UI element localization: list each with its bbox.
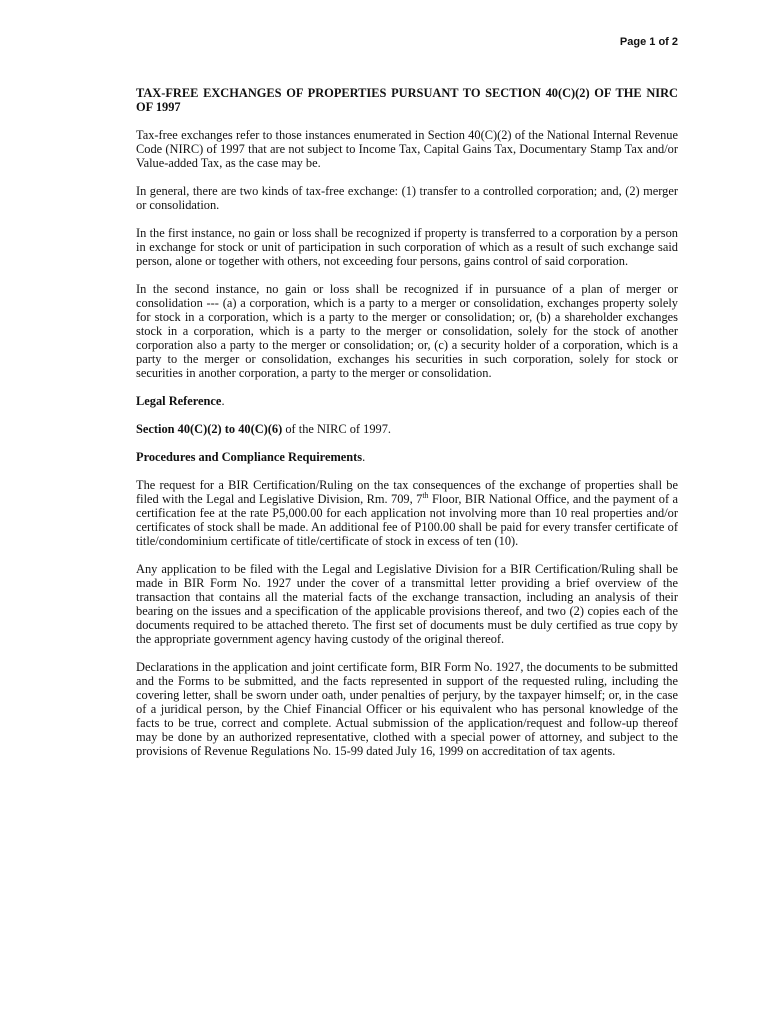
legal-reference-heading-punct: . [221, 394, 225, 408]
document-body [136, 86, 678, 772]
paragraph-second-instance: In the second instance, no gain or loss shall be recognized if in pursuance of a plan of merger or consolidation --- (a) a corporation, which is a party to a merger or consolidation, exchanges property solely for stock in a corporation, which is a party to the merger or consolidation; or, (b) a shareholder exchanges stock in a corporation, which is a party to the merger or consolidation, solely for the stock of another corporation also a party to the merger or consolidation; or, (c) a security holder of a corporation, which is a party to the merger or consolidation, exchanges his securities in such corporation, solely for stock or securities in another corporation, a party to the merger or consolidation. [136, 282, 678, 380]
legal-reference-section-bold: Section 40(C)(2) to 40(C)(6) [136, 422, 283, 436]
floor-ordinal-suffix: th [422, 490, 429, 500]
paragraph-application-form: Any application to be filed with the Legal and Legislative Division for a BIR Certification/Ruling shall be made in BIR Form No. 1927 under the cover of a transmittal letter providing a brief overview of the transaction that contains all the material facts of the exchange transaction, including an analysis of their bearing on the issues and a specification of the applicable provisions thereof, and two (2) copies each of the documents required to be attached thereto. The first set of documents must be duly certified as true copy by the appropriate government agency having custody of the original thereof. [136, 562, 678, 646]
legal-reference-heading-line [136, 394, 678, 408]
legal-reference-heading: Legal Reference [136, 394, 222, 408]
paragraph-request-filing [136, 478, 678, 548]
procedures-heading: Procedures and Compliance Requirements [136, 450, 363, 464]
legal-reference-section [136, 422, 678, 436]
legal-reference-section-rest: of the NIRC of 1997. [282, 422, 392, 436]
paragraph-declarations: Declarations in the application and joint certificate form, BIR Form No. 1927, the documents to be submitted and the Forms to be submitted, and the facts represented in support of the requested ruling, including the covering letter, shall be sworn under oath, under penalties of perjury, by the taxpayer himself; or, in the case of a juridical person, by the Chief Financial Officer or his equivalent who has personal knowledge of the facts to be true, correct and complete. Actual submission of the application/request and follow-up thereof may be done by an authorized representative, clothed with a special power of attorney, and subject to the provisions of Revenue Regulations No. 15-99 dated July 16, 1999 on accreditation of tax agents. [136, 660, 678, 758]
document-title: TAX-FREE EXCHANGES OF PROPERTIES PURSUANT TO SECTION 40(C)(2) OF THE NIRC OF 1997 [136, 86, 678, 114]
request-filing-part-b: Floor, BIR National Office, and the payment of a certification fee at the rate P5,000.00 for each application not involving more than 10 real properties and/or certificates of stock shall be made. An additional fee of P100.00 shall be paid for every transfer certificate of title/condominium certificate of title/certificate of stock in excess of ten (10). [136, 492, 679, 548]
request-filing-part-a: The request for a BIR Certification/Ruling on the tax consequences of the exchange of properties shall be filed with the Legal and Legislative Division, Rm. 709, 7 [136, 478, 678, 506]
page-number: Page 1 of 2 [619, 36, 678, 48]
procedures-heading-punct: . [362, 450, 366, 464]
paragraph-first-instance: In the first instance, no gain or loss shall be recognized if property is transferred to a corporation by a person in exchange for stock or unit of participation in such corporation of which as a result of such exchange said person, alone or together with others, not exceeding four persons, gains control of said corporation. [136, 226, 678, 268]
procedures-heading-line [136, 450, 678, 464]
paragraph-kinds: In general, there are two kinds of tax-free exchange: (1) transfer to a controlled corporation; and, (2) merger or consolidation. [136, 184, 678, 212]
paragraph-definition: Tax-free exchanges refer to those instances enumerated in Section 40(C)(2) of the National Internal Revenue Code (NIRC) of 1997 that are not subject to Income Tax, Capital Gains Tax, Documentary Stamp Tax and/or Value-added Tax, as the case may be. [136, 128, 678, 170]
